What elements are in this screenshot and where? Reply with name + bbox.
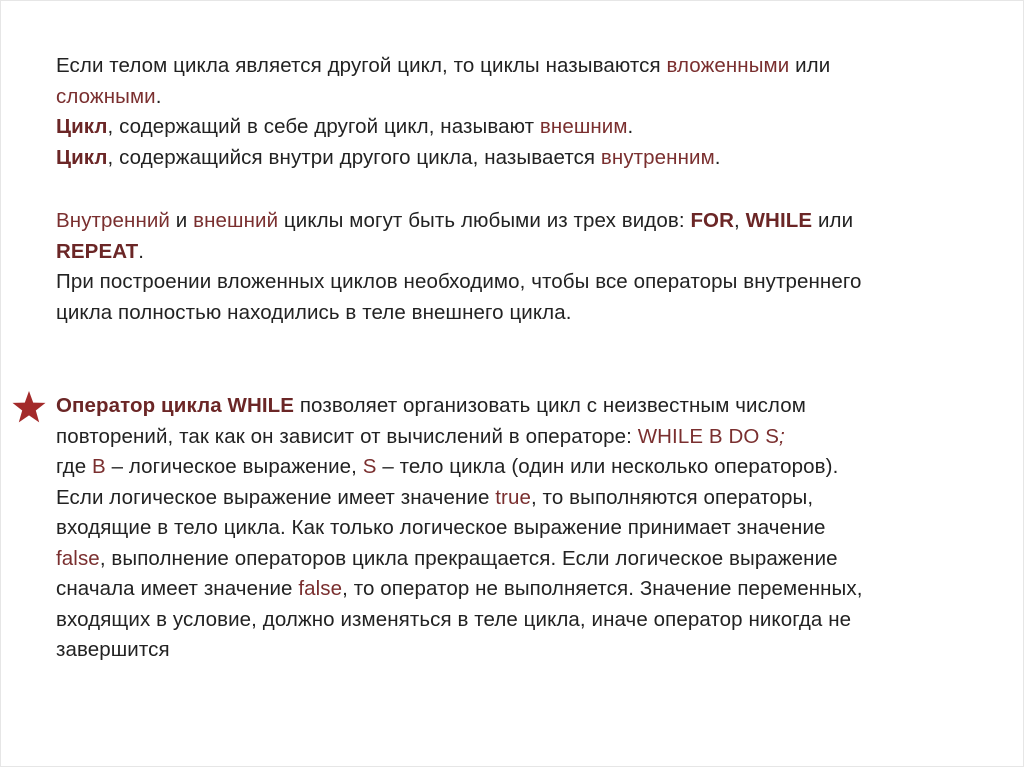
text-line: [56, 574, 996, 605]
text-span: , выполнение операторов цикла прекращается. Если логическое выражение: [99, 546, 838, 570]
text-span: где: [56, 455, 93, 478]
code-while-b-do-s: WHILE B DO S: [637, 424, 780, 448]
star-icon: [11, 390, 47, 424]
text-span: или: [812, 209, 854, 232]
text-span: , содержащийся внутри другого цикла, называется: [107, 145, 601, 169]
code-false: false: [56, 546, 100, 570]
text-line: При построении вложенных циклов необходимо, чтобы все операторы внутреннего: [56, 270, 862, 293]
code-true: true: [495, 485, 531, 509]
text-span: циклы могут быть любыми из трех видов:: [278, 209, 691, 232]
text-span: сначала имеет значение: [56, 577, 299, 600]
keyword-while: WHILE: [745, 209, 813, 232]
text-line: [56, 422, 996, 453]
text-span: или: [789, 54, 831, 77]
text-line: [56, 82, 996, 113]
text-line: [56, 452, 996, 483]
text-line: входящие в тело цикла. Как только логическое выражение принимает значение: [56, 516, 826, 539]
paragraph-loop-kinds: [56, 206, 996, 328]
term-complex: сложными: [56, 84, 156, 108]
text-line: завершится: [56, 638, 170, 661]
text-span: .: [714, 145, 721, 169]
text-line: [56, 112, 996, 143]
text-span: .: [155, 84, 162, 108]
code-s: S: [362, 455, 377, 478]
text-span: .: [138, 239, 145, 263]
text-line: [56, 483, 996, 514]
text-line: [56, 237, 996, 268]
term-outer: внешний: [193, 209, 279, 232]
text-line: цикла полностью находились в теле внешнего цикла.: [56, 300, 572, 324]
term-loop-bold: Цикл: [56, 115, 108, 138]
keyword-for: FOR: [690, 209, 735, 232]
text-span: ;: [779, 424, 785, 448]
text-span: , то выполняются операторы,: [530, 485, 814, 509]
text-line: [56, 544, 996, 575]
term-inner: внутренним: [600, 145, 715, 169]
heading-while-operator: Оператор цикла WHILE: [56, 394, 295, 417]
text-span: ,: [734, 209, 746, 232]
text-line: [56, 391, 996, 422]
text-line: входящих в условие, должно изменяться в теле цикла, иначе оператор никогда не: [56, 607, 852, 631]
text-line: [56, 206, 996, 237]
text-span: – тело цикла (один или несколько операторов).: [376, 455, 839, 478]
paragraph-nested-loops: [56, 51, 996, 173]
term-loop-bold: Цикл: [56, 145, 108, 169]
text-span: , то оператор не выполняется. Значение переменных,: [342, 577, 863, 600]
text-span: .: [627, 115, 634, 138]
text-span: повторений, так как он зависит от вычислений в операторе:: [56, 424, 638, 448]
code-false: false: [298, 577, 343, 600]
text-line: [56, 143, 996, 174]
text-span: и: [169, 209, 194, 232]
text-span: , содержащий в себе другой цикл, называют: [107, 115, 540, 138]
text-span: Если телом цикла является другой цикл, то циклы называются: [56, 54, 667, 77]
term-inner: Внутренний: [56, 209, 170, 232]
paragraph-while-operator: [56, 391, 996, 666]
code-b: B: [92, 455, 106, 478]
term-outer: внешним: [539, 115, 628, 138]
term-nested: вложенными: [666, 54, 790, 77]
keyword-repeat: REPEAT: [56, 239, 139, 263]
text-span: позволяет организовать цикл с неизвестным числом: [294, 394, 806, 417]
text-span: – логическое выражение,: [105, 455, 363, 478]
text-line: [56, 51, 996, 82]
text-span: Если логическое выражение имеет значение: [56, 485, 496, 509]
